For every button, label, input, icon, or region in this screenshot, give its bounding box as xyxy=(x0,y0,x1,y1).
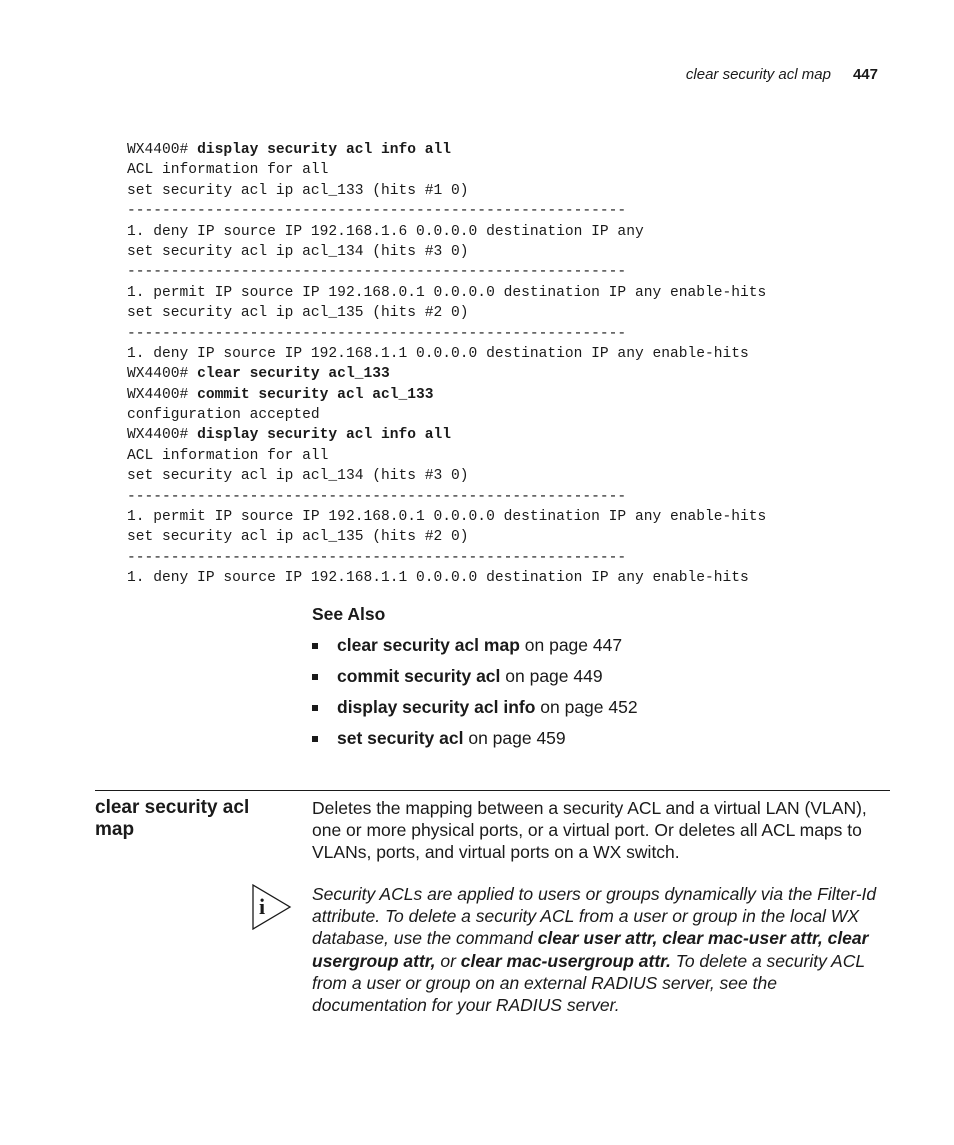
cli-output: 1. permit IP source IP 192.168.0.1 0.0.0.0 destination IP any enable-hits xyxy=(127,284,767,301)
note-part2: or xyxy=(435,950,461,971)
cli-output: 1. deny IP source IP 192.168.1.1 0.0.0.0 destination IP any enable-hits xyxy=(127,345,749,362)
code-line xyxy=(127,160,847,180)
bullet-icon xyxy=(312,674,318,680)
see-also-list xyxy=(312,633,872,757)
code-line xyxy=(127,262,847,282)
page-header xyxy=(686,66,878,83)
code-line xyxy=(127,344,847,364)
code-line xyxy=(127,405,847,425)
cli-output: 1. permit IP source IP 192.168.0.1 0.0.0.0 destination IP any enable-hits xyxy=(127,509,767,526)
note-part3: To delete a security ACL from a user or group on an external RADIUS server, see the documentation for your RADIUS server. xyxy=(312,950,865,1016)
note-cmd2: clear mac-usergroup attr. xyxy=(460,950,671,971)
cli-command: commit security acl acl_133 xyxy=(197,386,434,403)
code-line xyxy=(127,140,847,160)
code-line xyxy=(127,425,847,445)
code-line xyxy=(127,364,847,384)
code-line xyxy=(127,466,847,486)
cli-prompt: WX4400# xyxy=(127,386,198,403)
bullet-icon xyxy=(312,705,318,711)
cli-output: 1. deny IP source IP 192.168.1.1 0.0.0.0 destination IP any enable-hits xyxy=(127,570,749,587)
see-also-page-ref: on page 449 xyxy=(500,666,603,686)
cli-command: clear security acl_133 xyxy=(197,366,390,383)
code-line xyxy=(127,303,847,323)
cli-prompt: WX4400# xyxy=(127,427,198,444)
cli-output: set security acl ip acl_134 (hits #3 0) xyxy=(127,243,469,260)
see-also-command[interactable]: display security acl info xyxy=(337,697,536,717)
see-also-item[interactable] xyxy=(312,664,872,695)
cli-output: ACL information for all xyxy=(127,447,329,464)
cli-output: set security acl ip acl_133 (hits #1 0) xyxy=(127,182,469,199)
see-also-page-ref: on page 452 xyxy=(535,697,638,717)
running-title: clear security acl map xyxy=(685,66,831,83)
info-icon xyxy=(252,884,292,930)
see-also-heading: See Also xyxy=(312,604,386,624)
bullet-icon xyxy=(312,643,318,649)
cli-prompt: WX4400# xyxy=(127,366,198,383)
see-also-command[interactable]: set security acl xyxy=(337,728,464,748)
code-line xyxy=(127,283,847,303)
note-part1: Security ACLs are applied to users or groups dynamically via the Filter-Id attribute. To delete a security ACL from a user or group in the local WX database, use the command xyxy=(312,884,877,949)
cli-output: configuration accepted xyxy=(127,407,320,424)
see-also xyxy=(312,604,872,757)
cli-prompt: WX4400# xyxy=(127,142,198,158)
cli-output: 1. deny IP source IP 192.168.1.6 0.0.0.0 destination IP any xyxy=(127,223,644,240)
section-divider xyxy=(95,790,890,791)
see-also-command[interactable]: commit security acl xyxy=(337,666,501,686)
cli-output: set security acl ip acl_135 (hits #2 0) xyxy=(127,529,469,546)
note-cmd1: clear user attr, clear mac-user attr, clear usergroup attr, xyxy=(312,928,869,971)
code-line xyxy=(127,324,847,344)
see-also-item[interactable] xyxy=(312,695,872,726)
code-line xyxy=(127,507,847,527)
cli-output: --------------------------------------------------------- xyxy=(127,488,627,505)
code-line xyxy=(127,201,847,221)
see-also-page-ref: on page 447 xyxy=(519,635,623,655)
see-also-command[interactable]: clear security acl map xyxy=(337,635,520,655)
section-title: clear security acl map xyxy=(95,797,250,840)
cli-output: --------------------------------------------------------- xyxy=(127,325,627,342)
cli-output: ACL information for all xyxy=(127,162,329,179)
code-line xyxy=(127,568,847,588)
cli-output: set security acl ip acl_134 (hits #3 0) xyxy=(127,468,469,485)
see-also-page-ref: on page 459 xyxy=(463,728,566,748)
code-line xyxy=(127,385,847,405)
code-line xyxy=(127,487,847,507)
see-also-item[interactable] xyxy=(312,726,872,757)
cli-output: set security acl ip acl_135 (hits #2 0) xyxy=(127,305,469,322)
code-line xyxy=(127,446,847,466)
bullet-icon xyxy=(312,736,318,742)
cli-output: --------------------------------------------------------- xyxy=(127,264,627,281)
code-line xyxy=(127,222,847,242)
cli-output: --------------------------------------------------------- xyxy=(127,549,627,566)
cli-command: display security acl info all xyxy=(197,142,452,158)
cli-output: --------------------------------------------------------- xyxy=(127,203,627,220)
cli-example xyxy=(127,140,847,589)
code-line xyxy=(127,548,847,568)
code-line xyxy=(127,527,847,547)
svg-text:i: i xyxy=(259,894,266,919)
code-line xyxy=(127,242,847,262)
page-number: 447 xyxy=(852,66,878,83)
note-text xyxy=(312,883,887,1016)
see-also-item[interactable] xyxy=(312,633,872,664)
code-line xyxy=(127,181,847,201)
section-description: Deletes the mapping between a security ACL and a virtual LAN (VLAN), one or more physical ports, or a virtual port. Or deletes all ACL maps to VLANs, ports, and virtual ports on a WX switch. xyxy=(312,798,867,863)
cli-command: display security acl info all xyxy=(197,427,452,444)
